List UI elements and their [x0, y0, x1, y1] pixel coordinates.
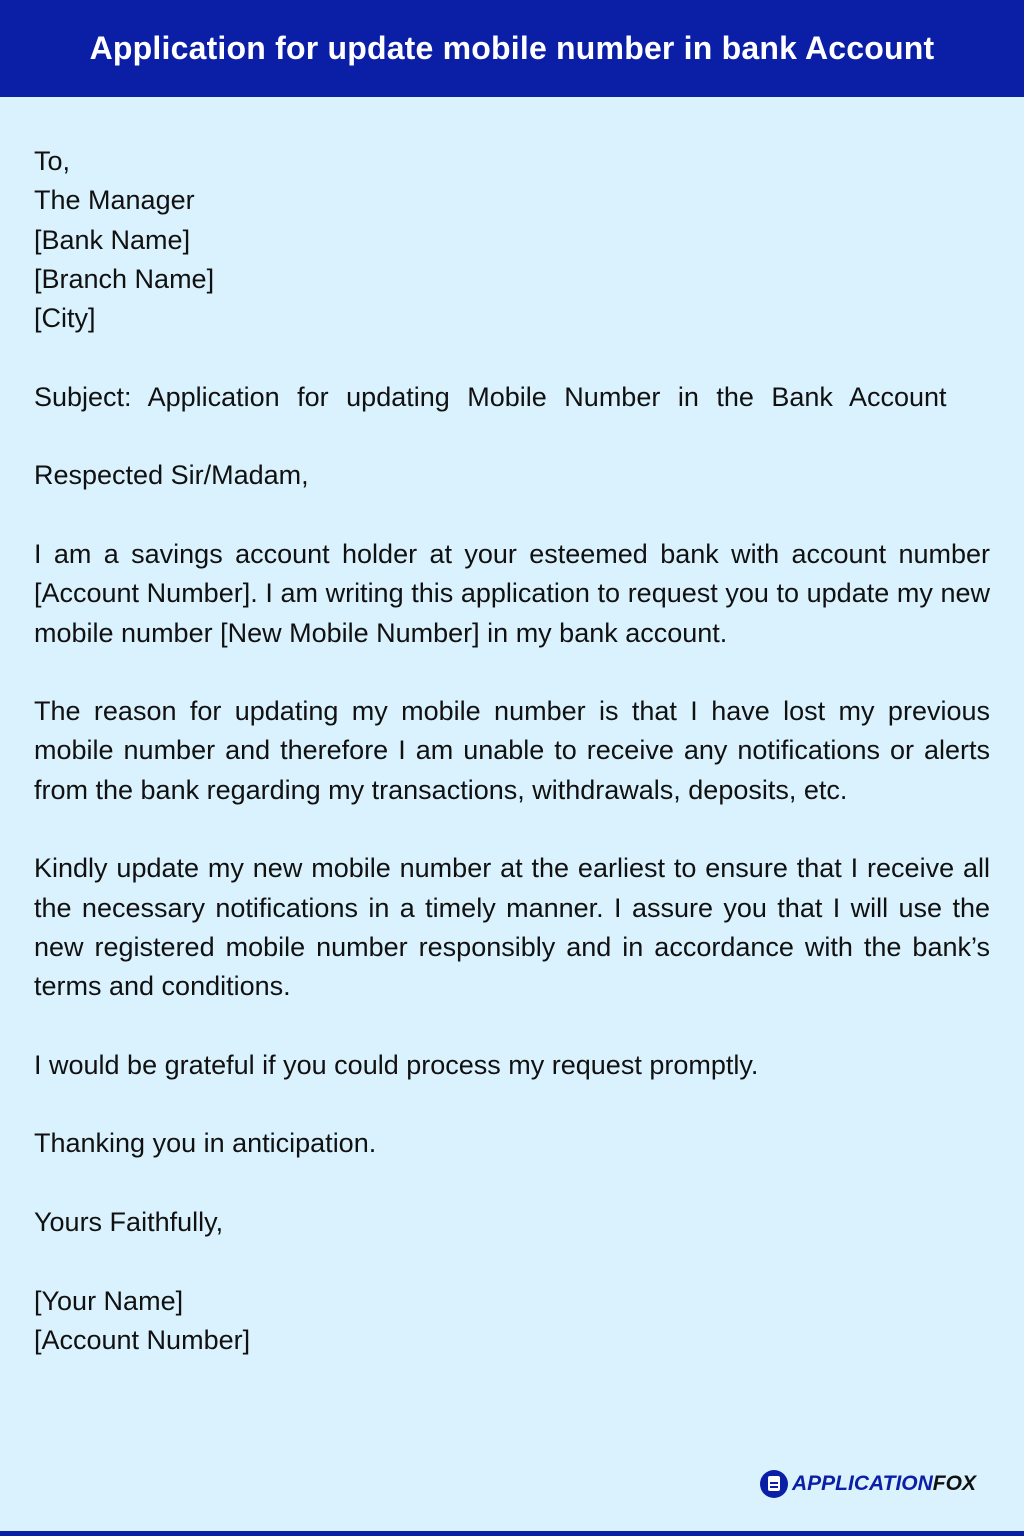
page-title: Application for update mobile number in bank Account [89, 30, 935, 66]
applicationfox-logo [760, 1470, 976, 1498]
subject-line: Subject: Application for updating Mobile Number in the Bank Account [34, 381, 947, 412]
letter-body [34, 142, 990, 1360]
salutation: Respected Sir/Madam, [34, 460, 309, 491]
paragraph: Kindly update my new mobile number at the earliest to ensure that I receive all the necessary notifications in a timely manner. I assure you that I will use the new registered mobile number responsibly and in accordance with the bank’s terms and conditions. [34, 853, 990, 1002]
document-icon [760, 1470, 788, 1498]
paragraph: I would be grateful if you could process my request promptly. [34, 1049, 759, 1080]
logo-text-fox: FOX [932, 1472, 976, 1495]
footer-bar [0, 1531, 1024, 1536]
closing: Yours Faithfully, [34, 1207, 224, 1238]
address-block [34, 142, 990, 338]
paragraph: Thanking you in anticipation. [34, 1128, 377, 1159]
signature-account: [Account Number] [34, 1324, 251, 1355]
header-banner [0, 0, 1024, 97]
paragraph: The reason for updating my mobile number is that I have lost my previous mobile number and therefore I am unable to receive any notifications or alerts from the bank regarding my transactions, withdrawals, deposits, etc. [34, 696, 990, 805]
logo-text-application: APPLICATION [792, 1472, 933, 1495]
address-line: [Bank Name] [34, 224, 191, 255]
address-line: [City] [34, 303, 96, 334]
address-line: [Branch Name] [34, 263, 215, 294]
signature-name: [Your Name] [34, 1285, 184, 1316]
address-line: The Manager [34, 185, 195, 216]
paragraph: I am a savings account holder at your esteemed bank with account number [Account Number]. I am writing this application to request you to update my new mobile number [New Mobile Number] in my bank account. [34, 538, 990, 648]
address-line: To, [34, 146, 71, 176]
